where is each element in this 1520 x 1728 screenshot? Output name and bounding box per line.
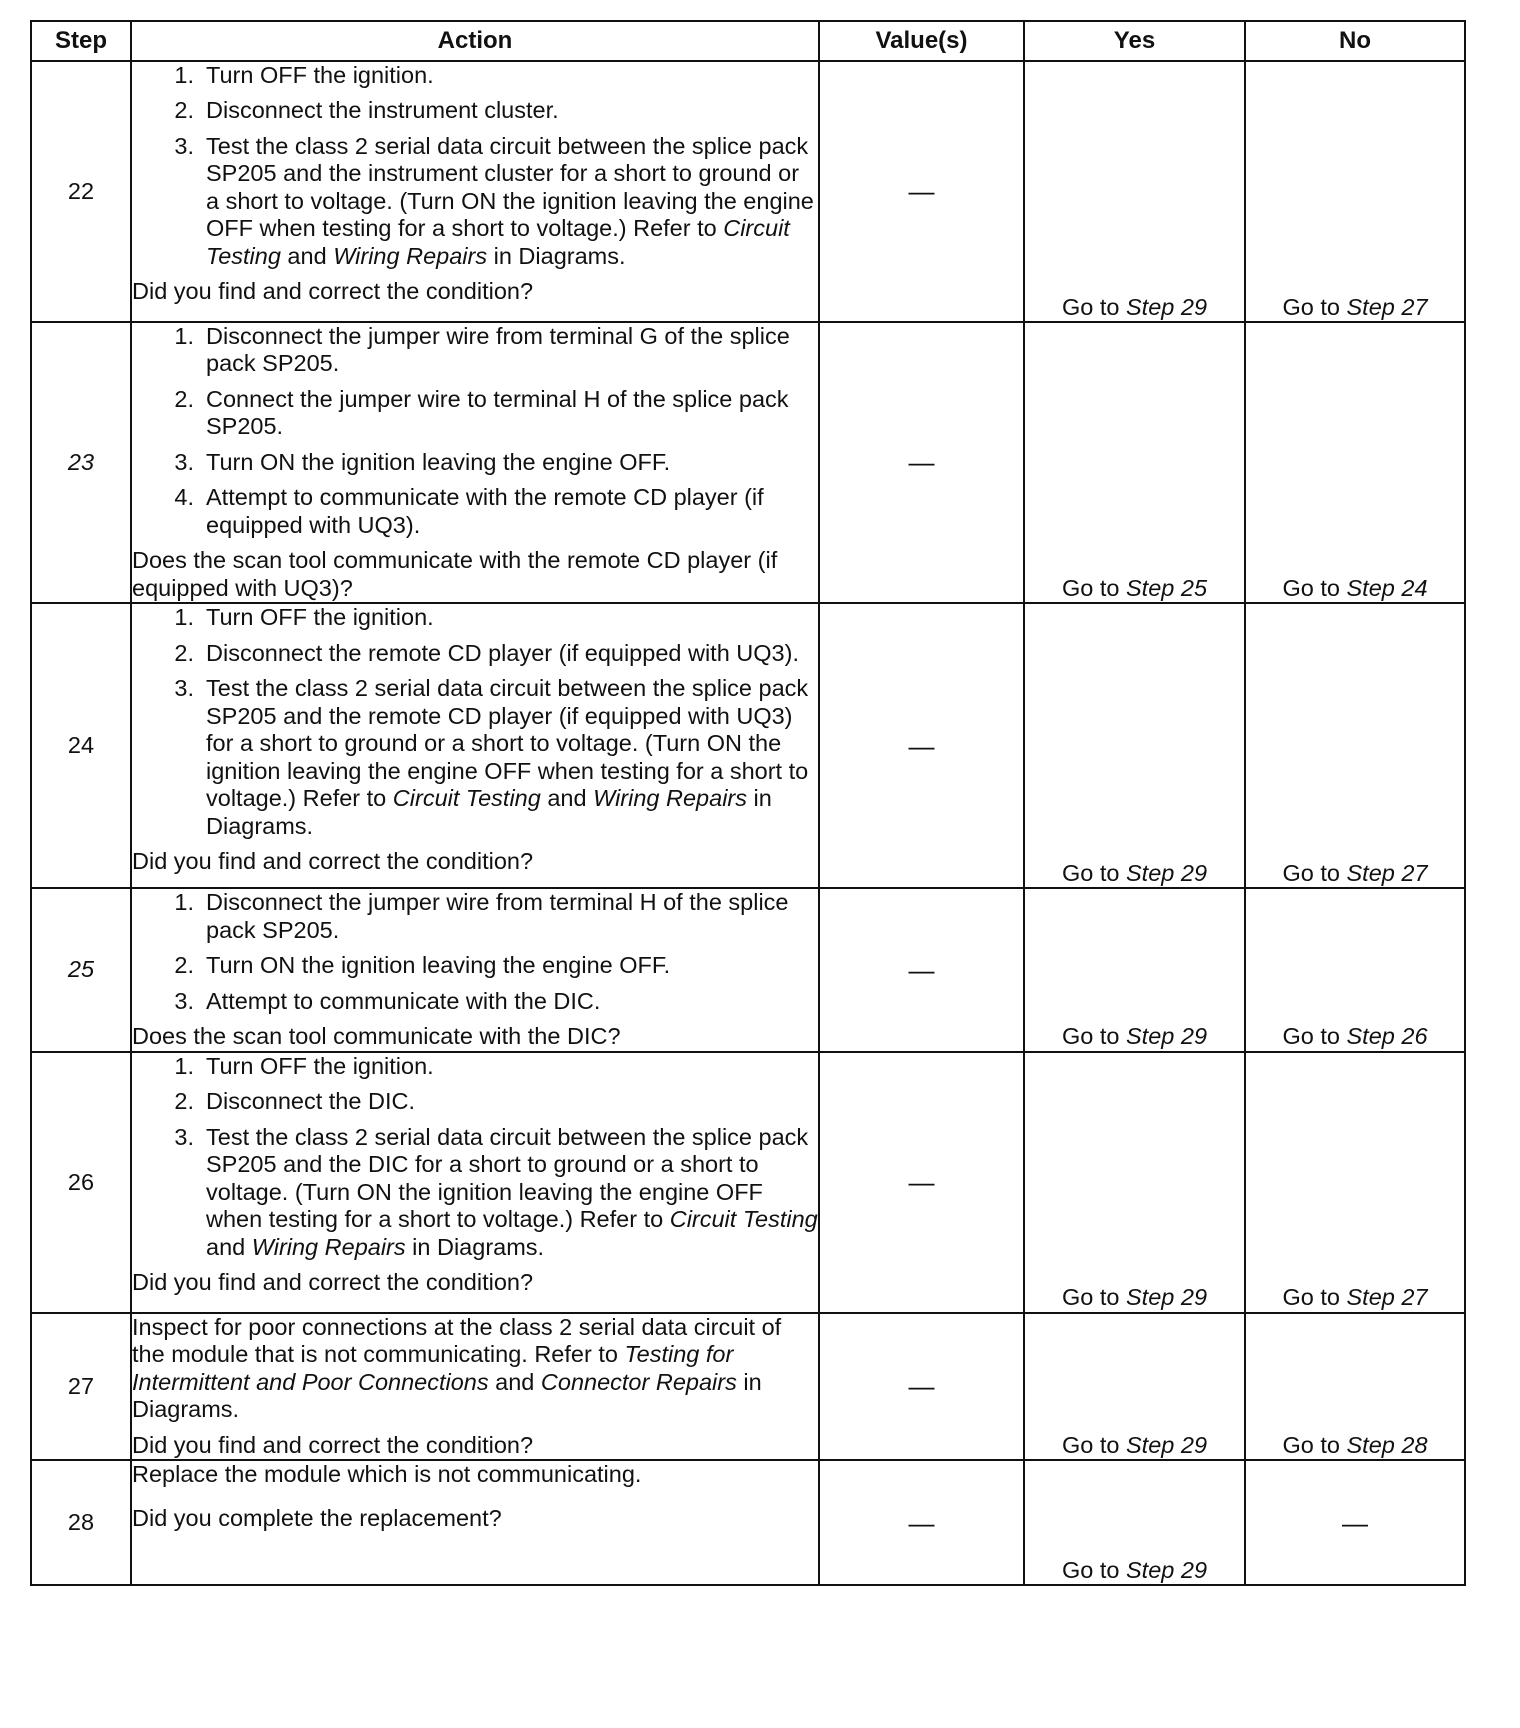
table-row — [31, 888, 1465, 1051]
no-cell: — — [1245, 1460, 1465, 1585]
no-cell: Go to Step 24 — [1245, 322, 1465, 603]
list-item: 2. Turn ON the ignition leaving the engine OFF. — [174, 952, 671, 979]
yes-cell: Go to Step 29 — [1024, 1313, 1245, 1460]
question: Did you find and correct the condition? — [132, 278, 534, 305]
no-cell: Go to Step 27 — [1245, 61, 1465, 322]
no-cell: Go to Step 28 — [1245, 1313, 1465, 1460]
value-cell: — — [819, 1052, 1024, 1313]
value-cell: — — [819, 1460, 1024, 1585]
action-cell — [131, 1052, 819, 1313]
list-item: 1. Turn OFF the ignition. — [174, 604, 434, 631]
list-item: 4. Attempt to communicate with the remote CD player (if equipped with UQ3). — [174, 484, 764, 538]
table-row — [31, 1460, 1465, 1585]
yes-cell: Go to Step 29 — [1024, 1460, 1245, 1585]
action-cell — [131, 1460, 819, 1585]
list-item: 1. Turn OFF the ignition. — [174, 62, 434, 88]
diagnostic-table — [30, 20, 1466, 1586]
list-item: 2. Disconnect the remote CD player (if equipped with UQ3). — [174, 639, 799, 666]
list-item: 1. Turn OFF the ignition. — [174, 1052, 434, 1079]
table-row — [31, 61, 1465, 322]
list-item: 1. Disconnect the jumper wire from terminal G of the splice pack SP205. — [174, 323, 790, 377]
list-item: 3. Test the class 2 serial data circuit between the splice pack SP205 and the remote CD player (if equipped with UQ3) for a short to ground or a short to voltage. (Turn ON the ignition leaving the engine OFF when testing for a short to voltage.) Refer to Circuit Testing and Wiring Repairs in Diagrams. — [174, 675, 809, 839]
header-no: No — [1245, 21, 1465, 61]
list-item: 3. Test the class 2 serial data circuit between the splice pack SP205 and the instrument cluster for a short to ground or a short to voltage. (Turn ON the ignition leaving the engine OFF when testing for a short to voltage.) Refer to Circuit Testing and Wiring Repairs in Diagrams. — [174, 132, 814, 269]
list-item: 2. Disconnect the instrument cluster. — [174, 97, 559, 124]
question: Does the scan tool communicate with the DIC? — [132, 1023, 621, 1050]
list-item: 1. Disconnect the jumper wire from terminal H of the splice pack SP205. — [174, 889, 789, 943]
header-yes: Yes — [1024, 21, 1245, 61]
instruction-text: Replace the module which is not communicating. — [132, 1461, 642, 1488]
no-cell: Go to Step 26 — [1245, 888, 1465, 1051]
step-number: 23 — [31, 322, 131, 603]
question: Does the scan tool communicate with the remote CD player (if equipped with UQ3)? — [132, 547, 778, 601]
list-item: 3. Attempt to communicate with the DIC. — [174, 987, 601, 1014]
step-number: 28 — [31, 1460, 131, 1585]
table-row — [31, 603, 1465, 888]
question: Did you find and correct the condition? — [132, 1431, 534, 1458]
no-cell: Go to Step 27 — [1245, 1052, 1465, 1313]
instruction-text: Inspect for poor connections at the class 2 serial data circuit of the module that is not communicating. Refer to Testing for Intermittent and Poor Connections and Connector Repairs in Diagrams. — [132, 1313, 782, 1423]
step-number: 27 — [31, 1313, 131, 1460]
action-cell — [131, 322, 819, 603]
value-cell: — — [819, 888, 1024, 1051]
no-cell: Go to Step 27 — [1245, 603, 1465, 888]
header-values: Value(s) — [819, 21, 1024, 61]
yes-cell: Go to Step 29 — [1024, 1052, 1245, 1313]
table-row — [31, 1313, 1465, 1460]
question: Did you complete the replacement? — [132, 1504, 502, 1531]
action-cell — [131, 603, 819, 888]
question: Did you find and correct the condition? — [132, 1269, 534, 1296]
list-item: 2. Disconnect the DIC. — [174, 1088, 415, 1115]
yes-cell: Go to Step 29 — [1024, 603, 1245, 888]
step-number: 22 — [31, 61, 131, 322]
list-item: 3. Turn ON the ignition leaving the engine OFF. — [174, 448, 671, 475]
table-row — [31, 322, 1465, 603]
step-number: 24 — [31, 603, 131, 888]
list-item: 3. Test the class 2 serial data circuit between the splice pack SP205 and the DIC for a short to ground or a short to voltage. (Turn ON the ignition leaving the engine OFF when testing for a short to voltage.) Refer to Circuit Testing and Wiring Repairs in Diagrams. — [174, 1123, 818, 1260]
step-number: 26 — [31, 1052, 131, 1313]
step-number: 25 — [31, 888, 131, 1051]
yes-cell: Go to Step 25 — [1024, 322, 1245, 603]
header-step: Step — [31, 21, 131, 61]
question: Did you find and correct the condition? — [132, 848, 534, 875]
value-cell: — — [819, 322, 1024, 603]
yes-cell: Go to Step 29 — [1024, 888, 1245, 1051]
yes-cell: Go to Step 29 — [1024, 61, 1245, 322]
table-row — [31, 1052, 1465, 1313]
action-cell — [131, 1313, 819, 1460]
action-cell — [131, 61, 819, 322]
action-cell — [131, 888, 819, 1051]
header-action: Action — [131, 21, 819, 61]
value-cell: — — [819, 1313, 1024, 1460]
header-row — [31, 21, 1465, 61]
list-item: 2. Connect the jumper wire to terminal H of the splice pack SP205. — [174, 385, 789, 440]
value-cell: — — [819, 603, 1024, 888]
value-cell: — — [819, 61, 1024, 322]
